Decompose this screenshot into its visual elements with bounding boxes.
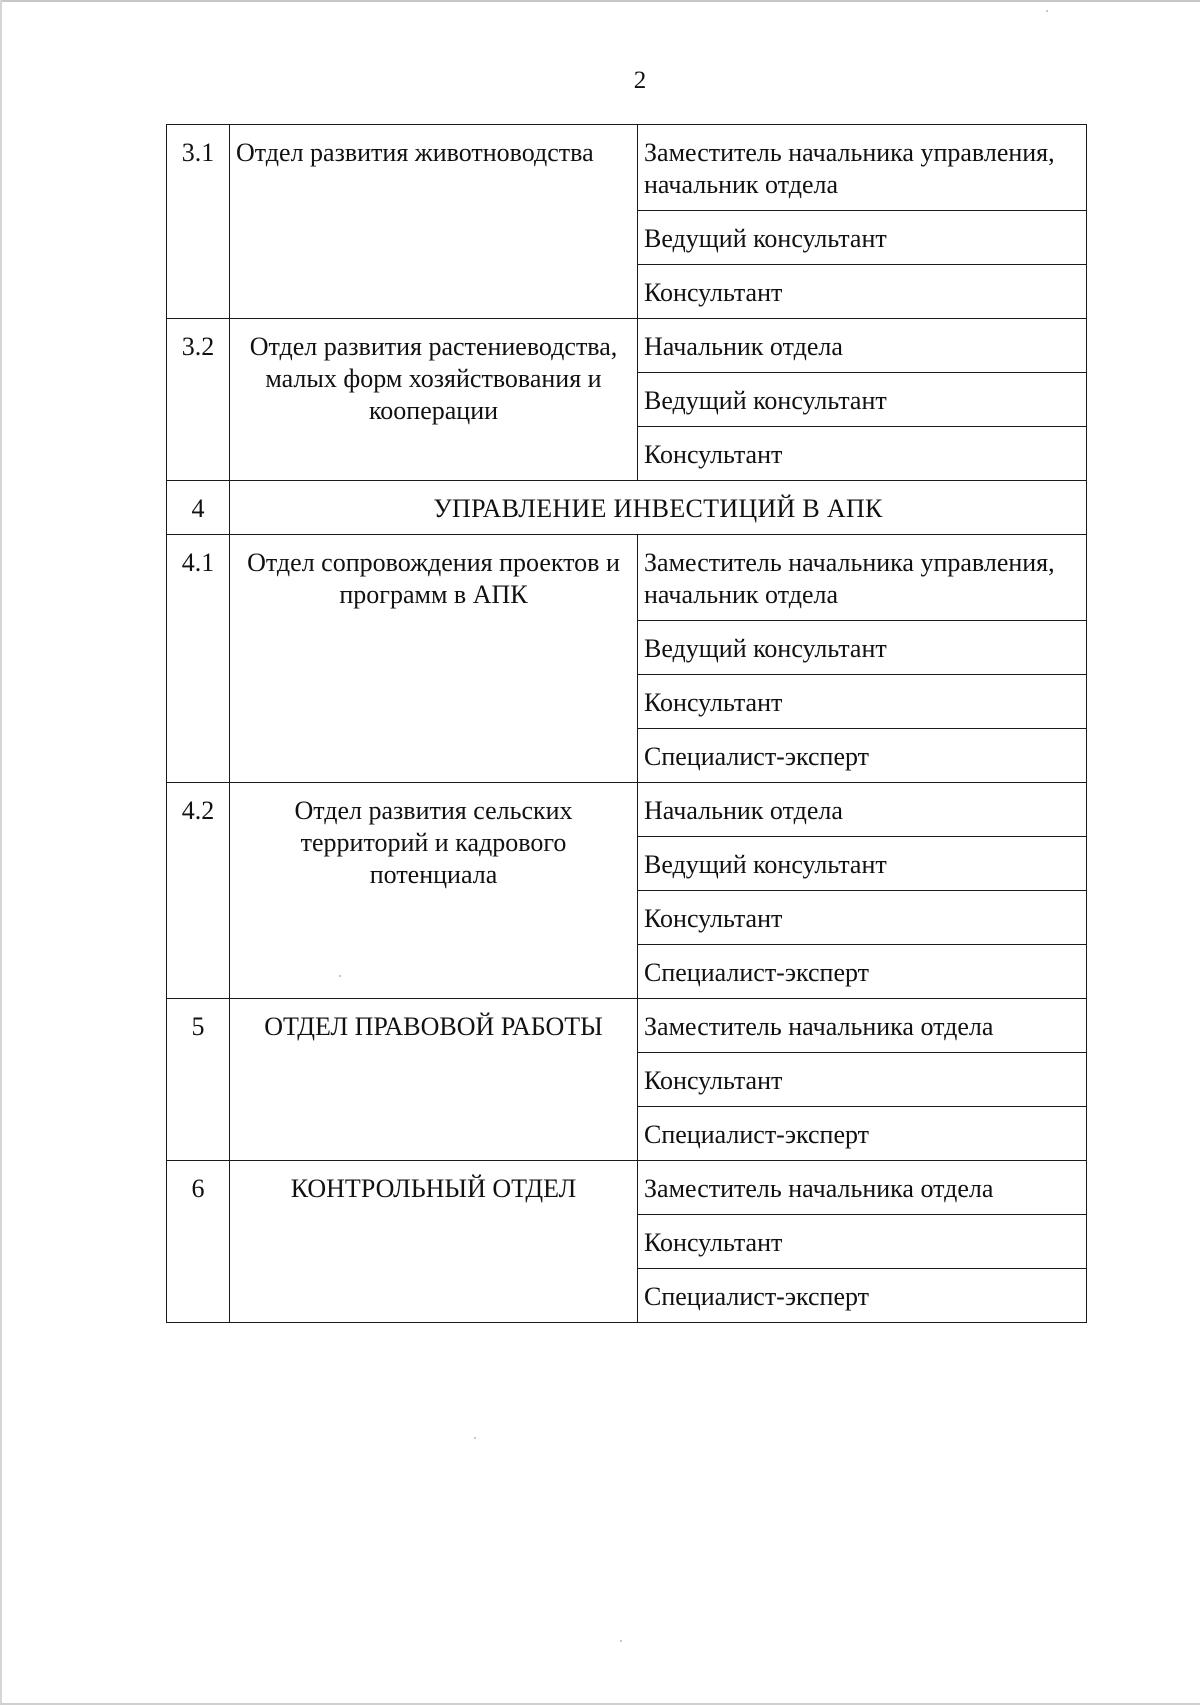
- position-cell: Консультант: [638, 891, 1087, 945]
- table-row: [167, 1161, 1087, 1215]
- department-name: Отдел развития растениеводства, малых форм хозяйствования и кооперации: [230, 319, 638, 481]
- position-cell: Начальник отдела: [638, 319, 1087, 373]
- table-row: [167, 783, 1087, 837]
- position-cell: Заместитель начальника отдела: [638, 999, 1087, 1053]
- position-cell: Заместитель начальника управления, начальник отдела: [638, 125, 1087, 211]
- position-cell: Консультант: [638, 1215, 1087, 1269]
- department-name: Отдел развития животноводства: [230, 125, 638, 319]
- page-number: 2: [633, 67, 647, 94]
- scan-speck: [620, 1640, 622, 1642]
- department-name: КОНТРОЛЬНЫЙ ОТДЕЛ: [230, 1161, 638, 1323]
- position-cell: Консультант: [638, 675, 1087, 729]
- table-row: [167, 535, 1087, 621]
- scan-speck: [474, 1437, 476, 1439]
- position-cell: Ведущий консультант: [638, 837, 1087, 891]
- position-cell: Заместитель начальника управления, начальник отдела: [638, 535, 1087, 621]
- position-cell: Консультант: [638, 1053, 1087, 1107]
- scan-speck: [1046, 10, 1048, 12]
- row-number: 3.2: [167, 319, 230, 481]
- page-edge-top: [0, 0, 1200, 2]
- row-number: 5: [167, 999, 230, 1161]
- table-row: [167, 481, 1087, 535]
- row-number: 4.1: [167, 535, 230, 783]
- position-cell: Консультант: [638, 265, 1087, 319]
- table-row: [167, 319, 1087, 373]
- position-cell: Ведущий консультант: [638, 373, 1087, 427]
- department-name: ОТДЕЛ ПРАВОВОЙ РАБОТЫ: [230, 999, 638, 1161]
- row-number: 4.2: [167, 783, 230, 999]
- department-name: Отдел сопровождения проектов и программ в АПК: [230, 535, 638, 783]
- position-cell: Начальник отдела: [638, 783, 1087, 837]
- row-number: 3.1: [167, 125, 230, 319]
- table-row: [167, 999, 1087, 1053]
- position-cell: Ведущий консультант: [638, 211, 1087, 265]
- page-edge-left: [0, 0, 2, 1705]
- position-cell: Специалист-эксперт: [638, 1269, 1087, 1323]
- position-cell: Специалист-эксперт: [638, 1107, 1087, 1161]
- position-cell: Ведущий консультант: [638, 621, 1087, 675]
- staff-table: [166, 124, 1087, 1323]
- section-heading: УПРАВЛЕНИЕ ИНВЕСТИЦИЙ В АПК: [230, 481, 1087, 535]
- row-number: 4: [167, 481, 230, 535]
- position-cell: Специалист-эксперт: [638, 729, 1087, 783]
- row-number: 6: [167, 1161, 230, 1323]
- position-cell: Специалист-эксперт: [638, 945, 1087, 999]
- position-cell: Заместитель начальника отдела: [638, 1161, 1087, 1215]
- scan-speck: [339, 975, 341, 977]
- department-name: Отдел развития сельских территорий и кадрового потенциала: [230, 783, 638, 999]
- table-row: [167, 125, 1087, 211]
- position-cell: Консультант: [638, 427, 1087, 481]
